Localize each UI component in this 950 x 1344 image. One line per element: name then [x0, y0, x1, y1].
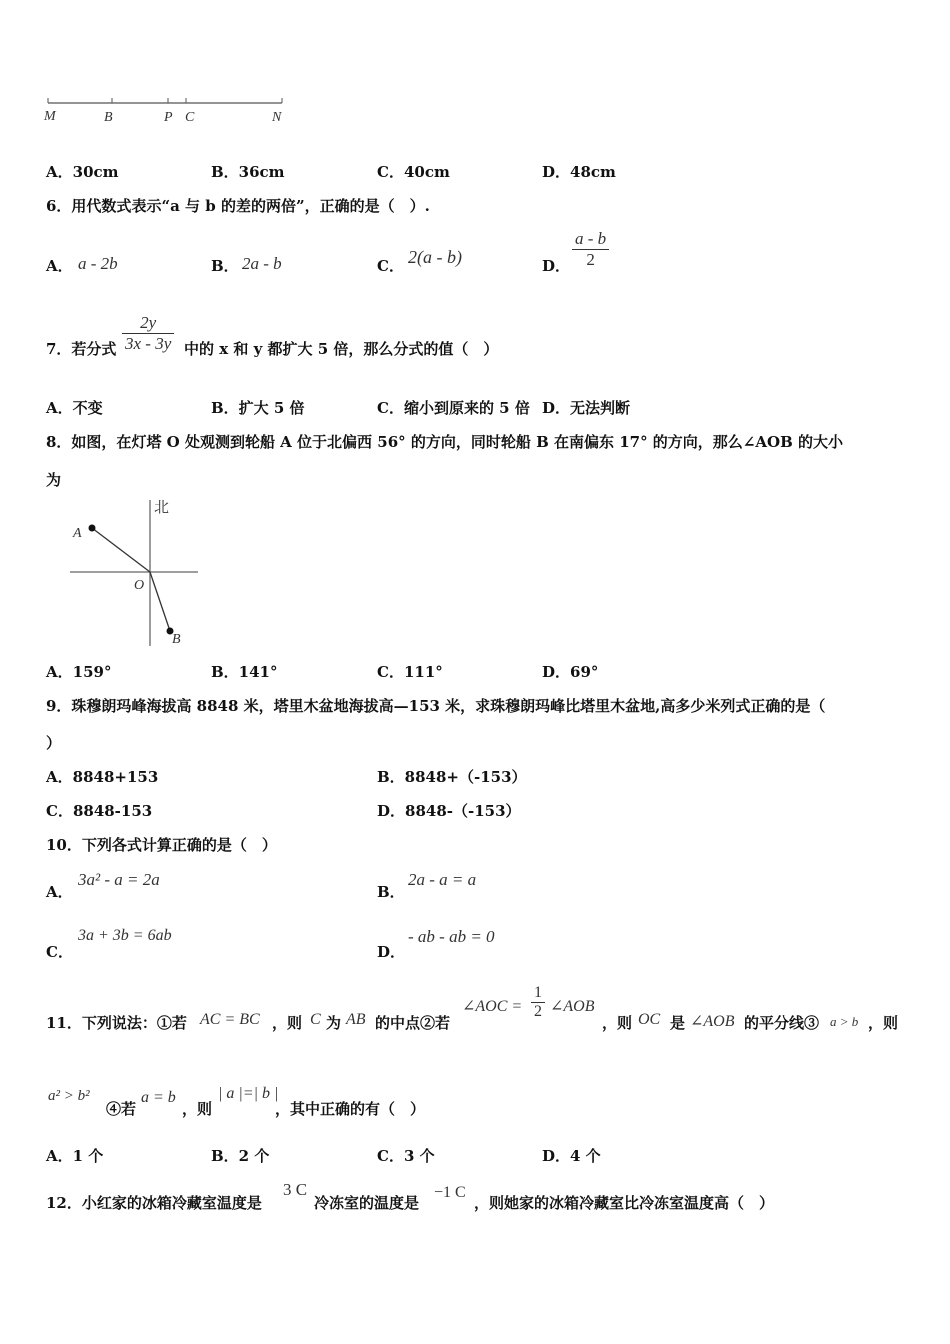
q9-stem-line2: ）	[46, 734, 62, 752]
q11-text-5: ，则	[602, 1014, 633, 1032]
label-p: P	[164, 110, 173, 125]
q12-math-minus1c: −1 C	[434, 1184, 466, 1201]
q11-math-abs-eq: | a |=| b |	[218, 1085, 279, 1102]
q8-option-a: A．159°	[46, 663, 112, 681]
q10-option-c-math: 3a + 3b = 6ab	[78, 927, 172, 944]
q6-option-d-label: D．	[542, 257, 571, 275]
q11-option-d: D．4 个	[542, 1147, 601, 1165]
north-label: 北	[154, 498, 170, 516]
q11-text-6: 是	[670, 1014, 686, 1032]
q11-text-2: ，则	[272, 1014, 303, 1032]
q11-math-a-gt-b: a > b	[830, 1014, 859, 1029]
q10-option-d-math: - ab - ab = 0	[408, 927, 495, 946]
q7-option-a: A．不变	[46, 399, 103, 417]
q6-option-b-math: 2a - b	[242, 254, 282, 273]
q6-stem: 6．用代数式表示“a 与 b 的差的两倍”，正确的是（ ）.	[46, 197, 430, 215]
label-b: B	[104, 110, 113, 125]
q7-option-c: C．缩小到原来的 5 倍	[377, 399, 530, 417]
q12-math-3c: 3 C	[283, 1180, 308, 1199]
q11-text-11: ，其中正确的有（ ）	[275, 1100, 426, 1118]
q9-option-b: B．8848+（-153）	[377, 768, 527, 786]
label-o: O	[134, 578, 145, 593]
q11-math-angle-aob-2: ∠AOB	[690, 1013, 735, 1030]
q11-math-angle-aoc: ∠AOC =	[462, 998, 523, 1015]
q6-option-a-label: A．	[46, 257, 73, 275]
q6-option-c-math: 2(a - b)	[408, 247, 462, 267]
q10-option-c-label: C．	[46, 943, 73, 961]
q11-text-7: 的平分线③	[744, 1014, 820, 1032]
q11-text-4: 的中点②若	[375, 1014, 451, 1032]
q11-half-numerator: 1	[531, 984, 545, 1003]
q6-d-denominator: 2	[586, 250, 595, 269]
q11-math-oc: OC	[638, 1011, 661, 1028]
q11-text-8: ，则	[868, 1014, 899, 1032]
q11-math-c: C	[310, 1011, 321, 1028]
q6-d-numerator: a - b	[572, 229, 609, 250]
q5-option-b: B．36cm	[211, 163, 285, 181]
q5-option-a: A．30cm	[46, 163, 119, 181]
q9-option-c: C．8848-153	[46, 802, 153, 820]
q6-option-b-label: B．	[211, 257, 239, 275]
q10-option-b-label: B．	[377, 883, 405, 901]
label-c: C	[185, 110, 195, 125]
q11-math-ac-bc: AC = BC	[200, 1011, 260, 1028]
q7-numerator: 2y	[122, 313, 174, 334]
q8-stem-line2: 为	[46, 471, 62, 489]
q7-denominator: 3x - 3y	[125, 334, 172, 353]
label-b: B	[172, 632, 181, 647]
q11-text-1: 11．下列说法：①若	[46, 1014, 187, 1032]
ray-ob	[150, 572, 170, 631]
q6-option-c-label: C．	[377, 257, 404, 275]
q7-fraction	[122, 313, 174, 354]
q11-option-b: B．2 个	[211, 1147, 270, 1165]
q11-text-9: ④若	[106, 1100, 137, 1118]
point-a	[89, 525, 96, 532]
ray-oa	[92, 528, 150, 572]
label-m: M	[44, 109, 56, 124]
q5-option-d: D．48cm	[542, 163, 616, 181]
q7-prefix: 7．若分式	[46, 340, 117, 358]
q8-stem-line1: 8．如图，在灯塔 O 处观测到轮船 A 位于北偏西 56° 的方向，同时轮船 B 在南偏东 17° 的方向，那么∠AOB 的大小	[46, 433, 843, 451]
label-a: A	[73, 526, 82, 541]
q9-option-a: A．8848+153	[46, 768, 159, 786]
q5-option-c: C．40cm	[377, 163, 450, 181]
q10-option-a-label: A．	[46, 883, 73, 901]
q11-option-c: C．3 个	[377, 1147, 435, 1165]
q8-option-d: D．69°	[542, 663, 599, 681]
q10-stem: 10．下列各式计算正确的是（ ）	[46, 836, 277, 854]
q10-option-d-label: D．	[377, 943, 406, 961]
q11-text-3: 为	[326, 1014, 342, 1032]
q11-math-a-eq-b: a = b	[141, 1089, 176, 1106]
q12-text-2: 冷冻室的温度是	[314, 1194, 420, 1212]
q12-text-3: ，则她家的冰箱冷藏室比冷冻室温度高（ ）	[474, 1194, 775, 1212]
q9-stem-line1: 9．珠穆朗玛峰海拔高 8848 米，塔里木盆地海拔高—153 米，求珠穆朗玛峰比塔里木盆地,高多少米列式正确的是（	[46, 697, 826, 715]
q6-option-d-fraction	[572, 229, 609, 270]
q6-option-a-math: a - 2b	[78, 254, 118, 273]
q11-math-angle-aob: ∠AOB	[550, 998, 595, 1015]
q7-option-d: D．无法判断	[542, 399, 631, 417]
q11-math-ab: AB	[346, 1011, 366, 1028]
q7-option-b: B．扩大 5 倍	[211, 399, 305, 417]
q11-math-a2-gt-b2: a² > b²	[48, 1088, 90, 1104]
q12-text-1: 12．小红家的冰箱冷藏室温度是	[46, 1194, 262, 1212]
q9-option-d: D．8848-（-153）	[377, 802, 521, 820]
label-n: N	[272, 110, 282, 125]
q11-half-fraction	[531, 984, 545, 1021]
q11-half-denominator: 2	[534, 1003, 542, 1020]
q8-compass-figure	[66, 496, 206, 652]
q11-text-10: ，则	[182, 1100, 213, 1118]
q5-segment-figure	[40, 96, 300, 128]
q11-option-a: A．1 个	[46, 1147, 104, 1165]
q7-suffix: 中的 x 和 y 都扩大 5 倍，那么分式的值（ ）	[184, 340, 499, 358]
q8-option-b: B．141°	[211, 663, 278, 681]
q10-option-a-math: 3a² - a = 2a	[78, 870, 160, 889]
q10-option-b-math: 2a - a = a	[408, 870, 477, 889]
q8-option-c: C．111°	[377, 663, 443, 681]
